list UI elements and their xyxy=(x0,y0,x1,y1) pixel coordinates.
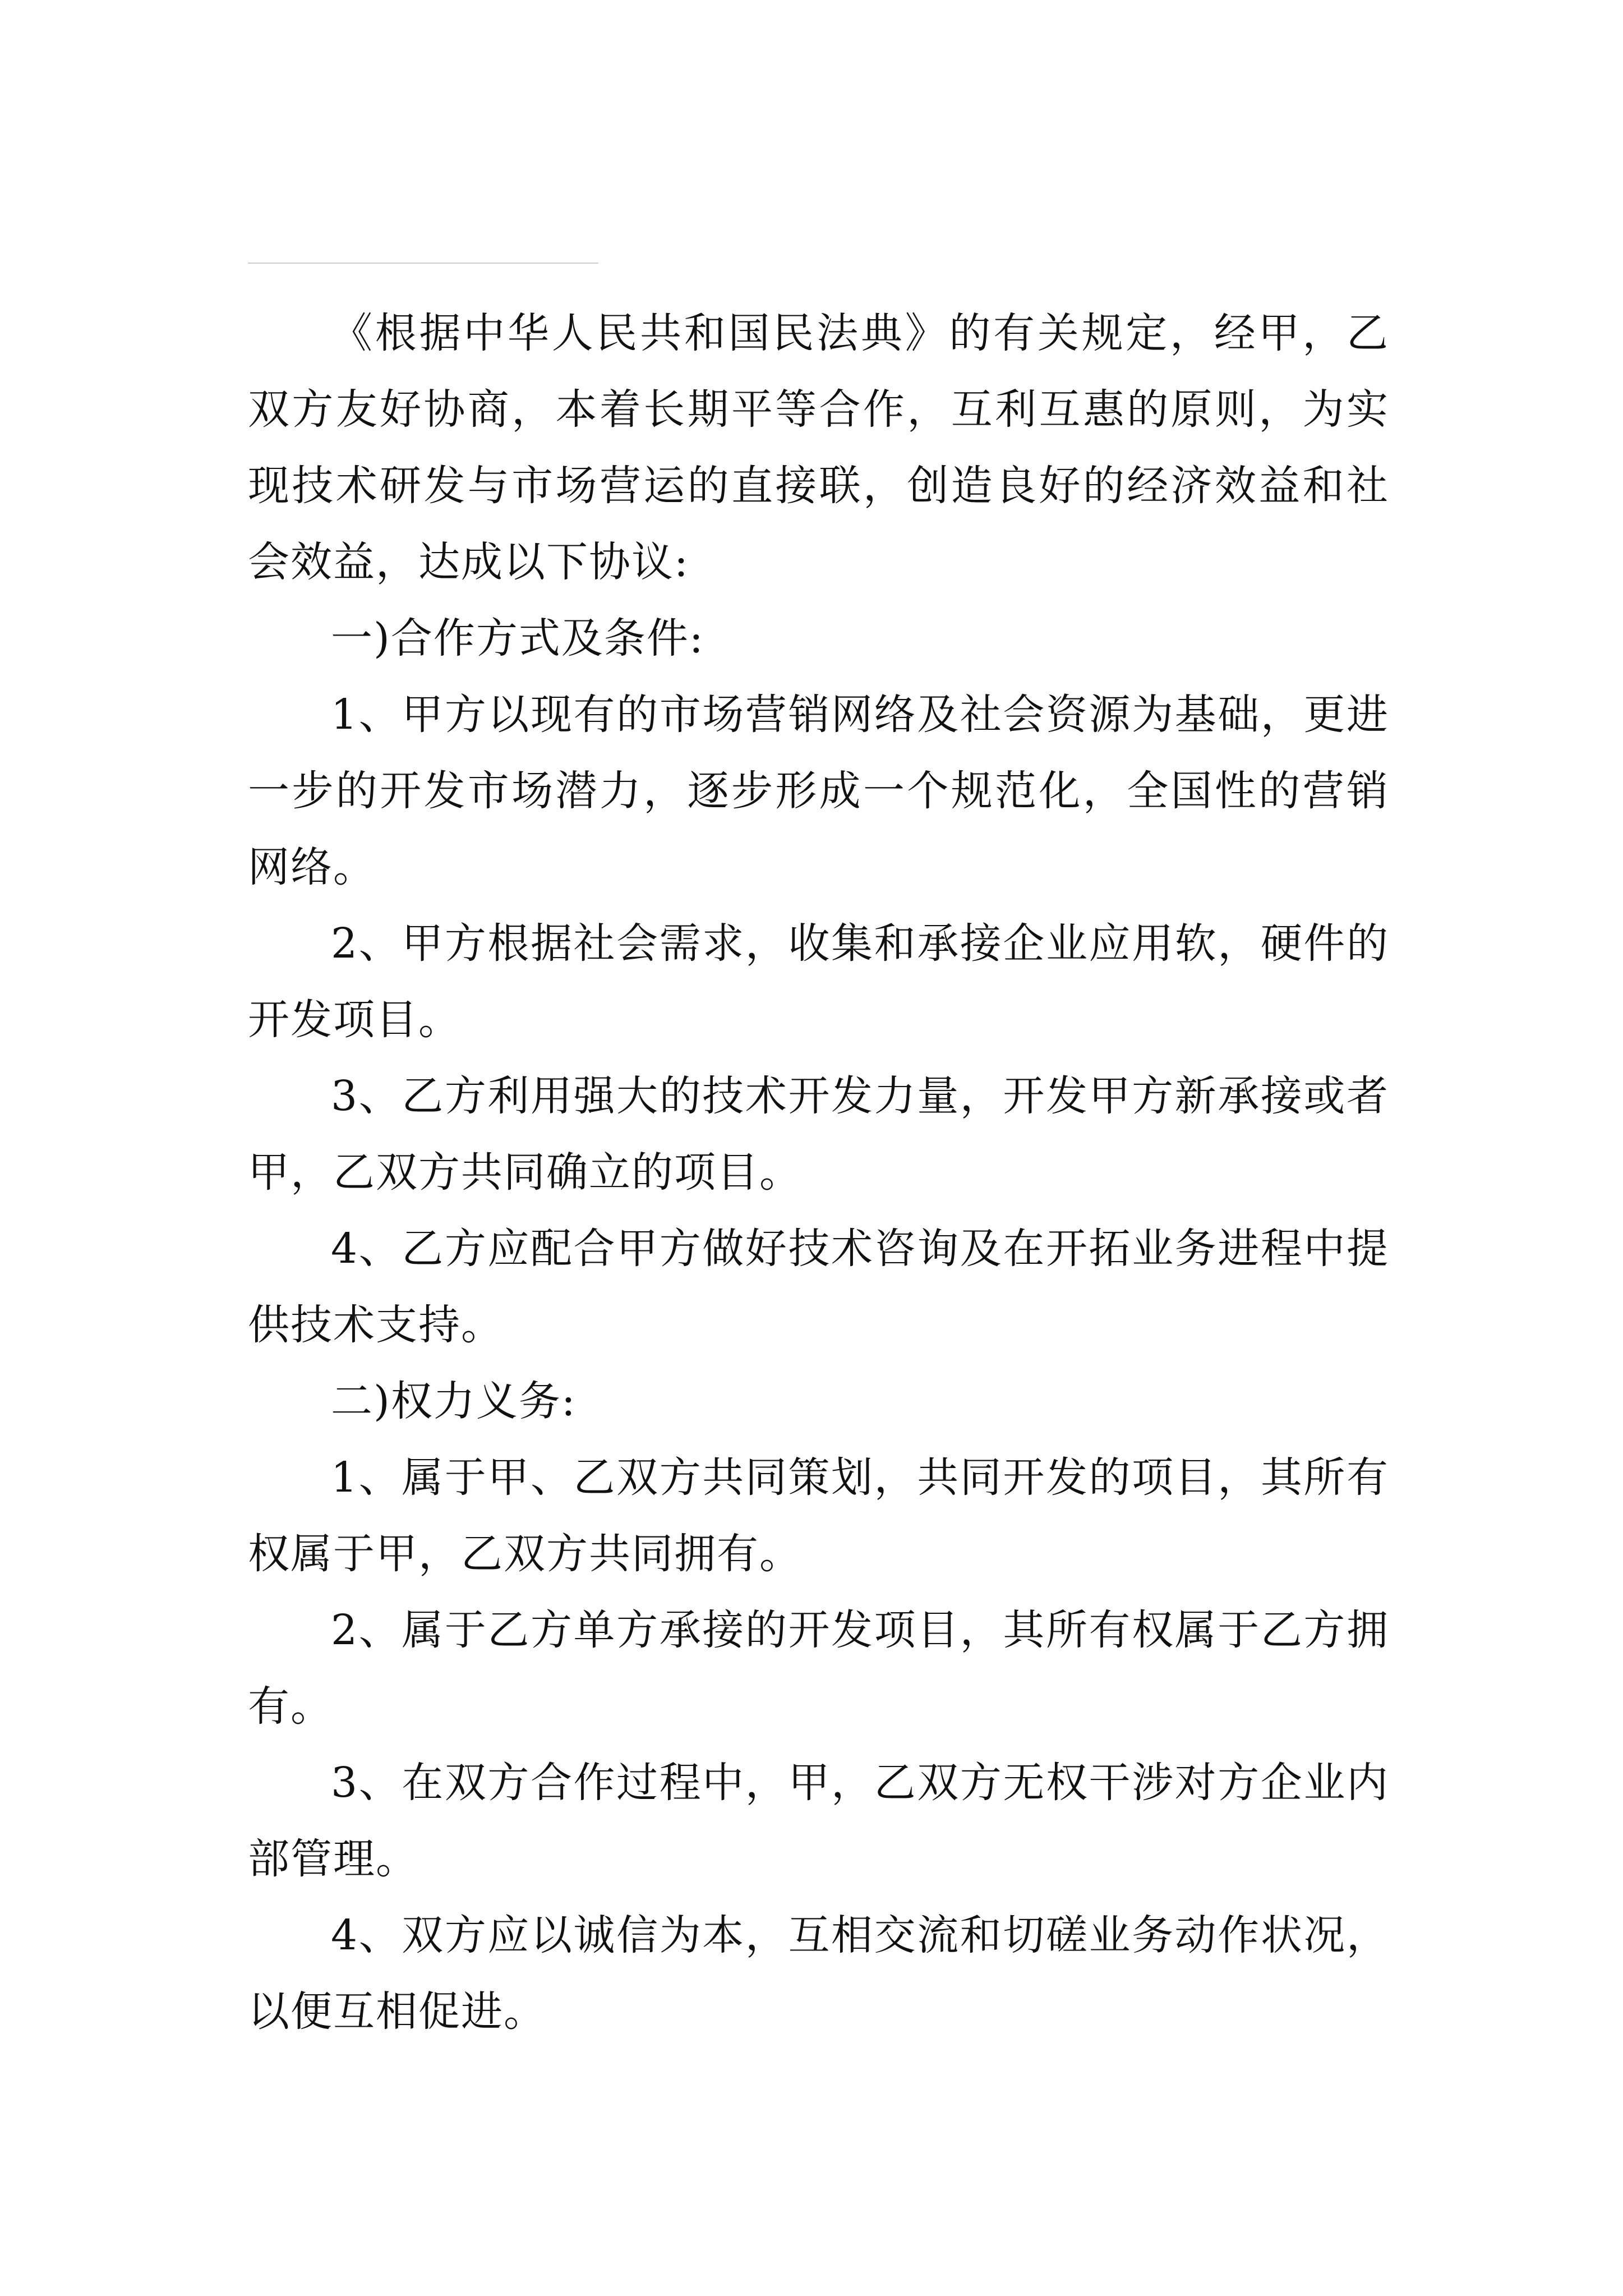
header-divider xyxy=(248,263,598,264)
rights-clause-1: 1、属于甲、乙双方共同策划，共同开发的项目，其所有权属于甲，乙双方共同拥有。 xyxy=(248,1453,1389,1578)
rights-clause-2: 2、属于乙方单方承接的开发项目，其所有权属于乙方拥有。 xyxy=(248,1606,1389,1731)
section-heading-cooperation: 一)合作方式及条件: xyxy=(331,614,704,662)
preamble-paragraph: 《根据中华人民共和国民法典》的有关规定，经甲，乙双方友好协商，本着长期平等合作，互利互惠的原则，为实现技术研发与市场营运的直接联，创造良好的经济效益和社会效益，达成以下协议: xyxy=(248,309,1389,586)
document-body xyxy=(248,295,1389,2050)
rights-clause-4: 4、双方应以诚信为本，互相交流和切磋业务动作状况，以便互相促进。 xyxy=(248,1911,1389,2036)
rights-clause-3: 3、在双方合作过程中，甲，乙双方无权干涉对方企业内部管理。 xyxy=(248,1759,1389,1883)
cooperation-clause-1: 1、甲方以现有的市场营销网络及社会资源为基础，更进一步的开发市场潜力，逐步形成一个规范化，全国性的营销网络。 xyxy=(248,691,1389,891)
cooperation-clause-3: 3、乙方利用强大的技术开发力量，开发甲方新承接或者甲，乙双方共同确立的项目。 xyxy=(248,1072,1389,1197)
cooperation-clause-4: 4、乙方应配合甲方做好技术咨询及在开拓业务进程中提供技术支持。 xyxy=(248,1225,1389,1349)
cooperation-clause-2: 2、甲方根据社会需求，收集和承接企业应用软，硬件的开发项目。 xyxy=(248,919,1389,1044)
section-heading-rights: 二)权力义务: xyxy=(331,1377,577,1425)
